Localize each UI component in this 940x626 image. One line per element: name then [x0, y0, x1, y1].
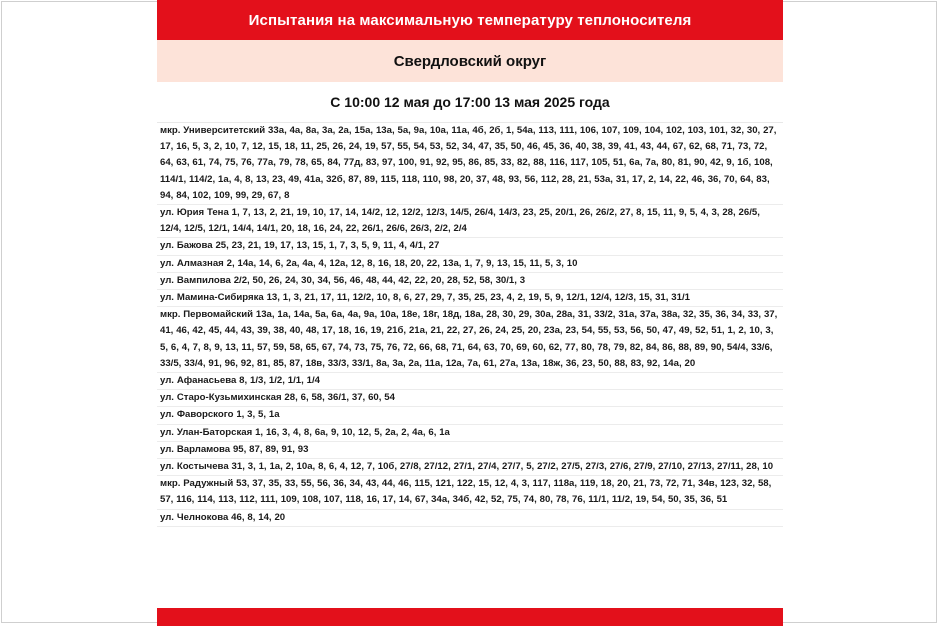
address-entry-mamina-sibiryaka: ул. Мамина-Сибиряка 13, 1, 3, 21, 17, 11, 12/2, 10, 8, 6, 27, 29, 7, 35, 25, 23, 4, 2, 19, 5, 9, 12/1, 12/4, 12/3, 15, 31, 31/1	[157, 290, 783, 307]
address-entry-almaznaya: ул. Алмазная 2, 14а, 14, 6, 2а, 4а, 4, 12а, 12, 8, 16, 18, 20, 22, 13а, 1, 7, 9, 13, 15, 11, 5, 3, 10	[157, 256, 783, 273]
address-entry-vampilova: ул. Вампилова 2/2, 50, 26, 24, 30, 34, 56, 46, 48, 44, 42, 22, 20, 28, 52, 58, 30/1, 3	[157, 273, 783, 290]
test-period: С 10:00 12 мая до 17:00 13 мая 2025 года	[157, 82, 783, 123]
district-name: Свердловский округ	[157, 40, 783, 82]
address-entry-pervomaysky: мкр. Первомайский 13а, 1а, 14а, 5а, 6а, 4а, 9а, 10а, 18е, 18г, 18д, 18а, 28, 30, 29, 30а, 28а, 31, 33/2, 31а, 37а, 38а, 32, 35, 36, 34, 33, 37, 41, 46, 42, 45, 44, 43, 39, 38, 40, 48, 17, 18, 16, 19, 21б, 21а, 21, 22, 27, 26, 24, 25, 20, 23а, 23, 54, 55, 53, 56, 50, 47, 49, 52, 51, 1, 2, 10, 3, 5, 6, 4, 7, 8, 9, 13, 11, 57, 59, 58, 65, 67, 74, 73, 75, 76, 72, 66, 68, 71, 64, 63, 70, 69, 60, 62, 77, 80, 78, 79, 82, 84, 86, 88, 89, 90, 54/4, 33/6, 33/5, 33/4, 91, 96, 92, 81, 85, 87, 18в, 33/3, 33/1, 8а, 3а, 2а, 11а, 12а, 7а, 61, 27а, 13а, 18ж, 36, 23, 50, 88, 83, 92, 14а, 20	[157, 307, 783, 373]
address-list	[157, 123, 783, 527]
address-entry-yuriya-tena: ул. Юрия Тена 1, 7, 13, 2, 21, 19, 10, 17, 14, 14/2, 12, 12/2, 12/3, 14/5, 26/4, 14/3, 23, 25, 20/1, 26, 26/2, 27, 8, 15, 11, 9, 5, 4, 3, 28, 26/5, 12/4, 12/5, 12/1, 14/4, 14/1, 20, 18, 16, 24, 22, 26/1, 26/6, 26/3, 2/2, 2/4	[157, 205, 783, 238]
address-entry-universitetsky: мкр. Университетский 33а, 4а, 8а, 3а, 2а, 15а, 13а, 5а, 9а, 10а, 11а, 4б, 2б, 1, 54а, 113, 111, 106, 107, 109, 104, 102, 103, 101, 32, 30, 27, 17, 16, 5, 3, 2, 10, 7, 12, 15, 18, 11, 25, 26, 24, 19, 57, 55, 54, 53, 52, 34, 47, 35, 50, 46, 45, 36, 40, 38, 39, 41, 43, 44, 67, 62, 68, 71, 73, 72, 64, 63, 61, 74, 75, 76, 77а, 79, 78, 65, 84, 77д, 83, 97, 100, 91, 92, 95, 86, 85, 33, 82, 88, 116, 117, 105, 51, 6а, 7а, 80, 81, 90, 42, 9, 1б, 108, 114/1, 114/2, 1а, 4, 8, 13, 23, 49, 41а, 32б, 87, 89, 115, 118, 110, 98, 20, 37, 48, 93, 56, 112, 28, 21, 53а, 31, 17, 2, 14, 22, 46, 36, 70, 64, 83, 94, 84, 102, 109, 99, 29, 67, 8	[157, 123, 783, 205]
address-entry-bazhova: ул. Бажова 25, 23, 21, 19, 17, 13, 15, 1, 7, 3, 5, 9, 11, 4, 4/1, 27	[157, 238, 783, 255]
address-entry-afanaseva: ул. Афанасьева 8, 1/3, 1/2, 1/1, 1/4	[157, 373, 783, 390]
bottom-accent-bar	[157, 608, 783, 626]
address-entry-raduzhny: мкр. Радужный 53, 37, 35, 33, 55, 56, 36, 34, 43, 44, 46, 115, 121, 122, 15, 12, 4, 3, 117, 118а, 119, 18, 20, 21, 73, 72, 71, 34в, 123, 32, 58, 57, 116, 114, 113, 112, 111, 109, 108, 107, 118, 16, 17, 14, 67, 34а, 34б, 42, 52, 75, 74, 80, 78, 76, 11/1, 11/2, 19, 54, 50, 35, 36, 51	[157, 476, 783, 509]
address-entry-chelnokova: ул. Челнокова 46, 8, 14, 20	[157, 510, 783, 527]
announcement-title: Испытания на максимальную температуру теплоносителя	[157, 0, 783, 40]
address-entry-favorskogo: ул. Фаворского 1, 3, 5, 1а	[157, 407, 783, 424]
announcement-sheet	[157, 0, 783, 626]
address-entry-varlamova: ул. Варламова 95, 87, 89, 91, 93	[157, 442, 783, 459]
address-entry-staro-kuzmikhinskaya: ул. Старо-Кузьмихинская 28, 6, 58, 36/1, 37, 60, 54	[157, 390, 783, 407]
address-entry-kostycheva: ул. Костычева 31, 3, 1, 1а, 2, 10а, 8, 6, 4, 12, 7, 10б, 27/8, 27/12, 27/1, 27/4, 27/7, 5, 27/2, 27/5, 27/3, 27/6, 27/9, 27/10, 27/13, 27/11, 28, 10	[157, 459, 783, 476]
address-entry-ulan-batorskaya: ул. Улан-Баторская 1, 16, 3, 4, 8, 6а, 9, 10, 12, 5, 2а, 2, 4а, 6, 1а	[157, 425, 783, 442]
